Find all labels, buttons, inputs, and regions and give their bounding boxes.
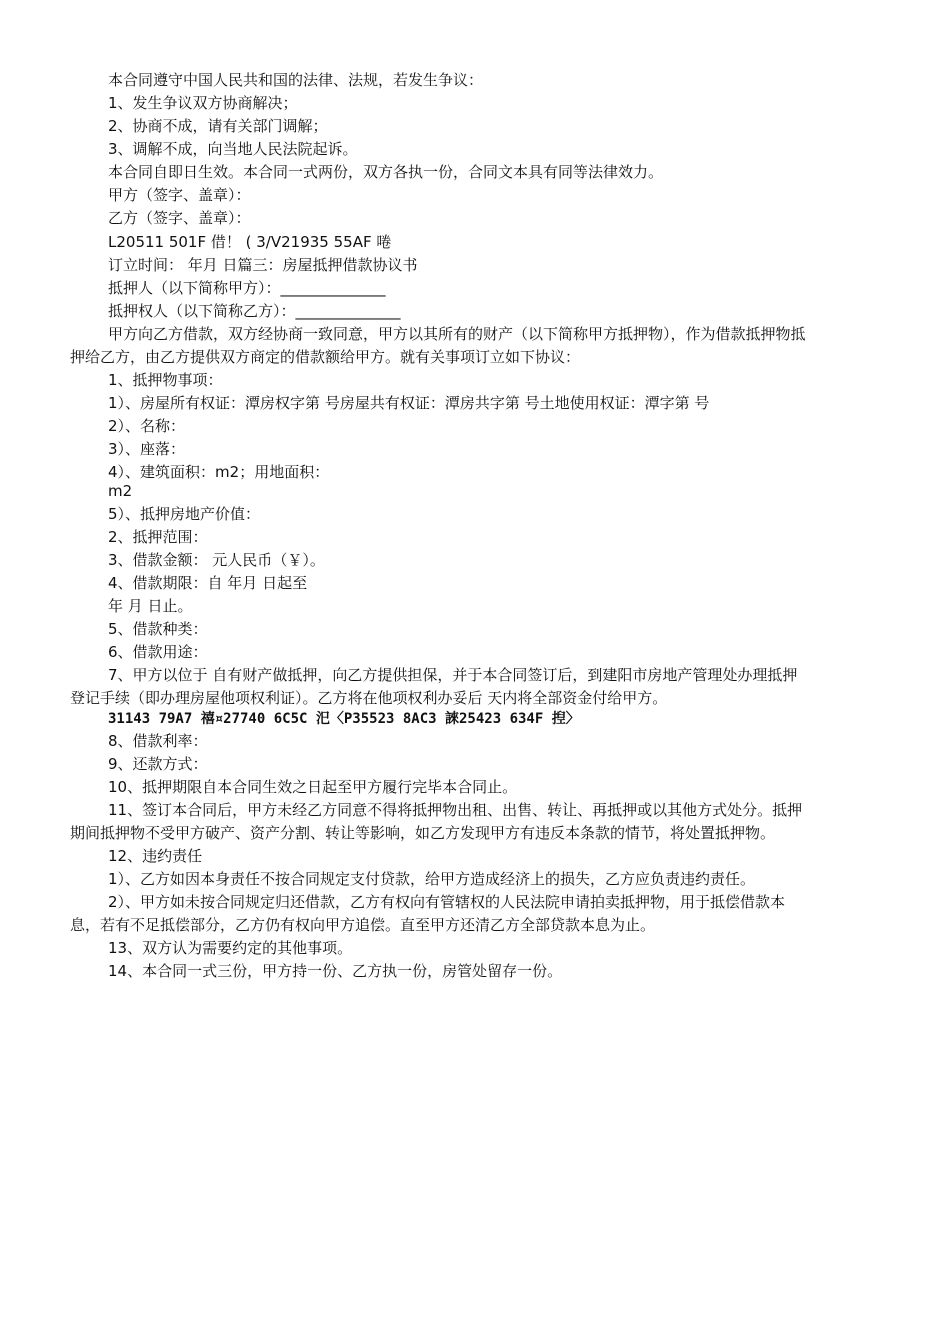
text-line: 本合同自即日生效。本合同一式两份，双方各执一份，合同文本具有同等法律效力。 <box>108 163 664 181</box>
text-line: 息，若有不足抵偿部分，乙方仍有权向甲方追偿。直至甲方还清乙方全部贷款本息为止。 <box>70 916 656 934</box>
text-line: 抵押权人（以下简称乙方）：______________ <box>108 302 401 320</box>
text-line: 12、违约责任 <box>108 847 203 865</box>
text-line: 2、协商不成，请有关部门调解； <box>108 117 328 135</box>
text-line: 2、抵押范围： <box>108 528 208 546</box>
text-line: 3、借款金额： 元人民币（￥）。 <box>108 551 325 569</box>
text-line: 9、还款方式： <box>108 755 208 773</box>
text-line: 登记手续（即办理房屋他项权利证）。乙方将在他项权利办妥后 天内将全部资金付给甲方。 <box>70 689 668 707</box>
text-line: 期间抵押物不受甲方破产、资产分割、转让等影响，如乙方发现甲方有违反本条款的情节，将处置抵押物。 <box>70 824 776 842</box>
text-line: 1）、房屋所有权证：潭房权字第 号房屋共有权证：潭房共字第 号土地使用权证：潭字第 号 <box>108 394 710 412</box>
text-line: 2）、名称： <box>108 417 186 435</box>
text-line: 1、抵押物事项： <box>108 371 223 389</box>
text-line: 乙方（签字、盖章）： <box>108 209 251 227</box>
text-line: 甲方（签字、盖章）： <box>108 186 251 204</box>
text-line: 31143 79A7 禧¤27740 6C5C 汜〈P35523 8AC3 誺25423 634F 揑〉 <box>108 711 580 727</box>
text-line: 本合同遵守中国人民共和国的法律、法规，若发生争议： <box>108 71 484 89</box>
text-line: 8、借款利率： <box>108 732 208 750</box>
text-line: 4）、建筑面积：m2；用地面积： <box>108 463 330 481</box>
text-line: 甲方向乙方借款，双方经协商一致同意，甲方以其所有的财产（以下简称甲方抵押物），作为借款抵押物抵 <box>108 325 806 343</box>
text-line: L20511 501F 借！ ( 3/V21935 55AF 啳 <box>108 233 392 251</box>
text-line: 押给乙方，由乙方提供双方商定的借款额给甲方。就有关事项订立如下协议： <box>70 348 581 366</box>
text-line: 5）、抵押房地产价值： <box>108 505 261 523</box>
text-line: 10、抵押期限自本合同生效之日起至甲方履行完毕本合同止。 <box>108 778 518 796</box>
text-line: 1）、乙方如因本身责任不按合同规定支付贷款，给甲方造成经济上的损失，乙方应负责违约责任。 <box>108 870 756 888</box>
text-line: 3、调解不成，向当地人民法院起诉。 <box>108 140 358 158</box>
text-line: 4、借款期限：自 年月 日起至 <box>108 574 308 592</box>
text-line: 13、双方认为需要约定的其他事项。 <box>108 939 353 957</box>
text-line: 14、本合同一式三份，甲方持一份、乙方执一份，房管处留存一份。 <box>108 962 563 980</box>
text-line: 6、借款用途： <box>108 643 208 661</box>
text-line: 订立时间： 年月 日篇三：房屋抵押借款协议书 <box>108 256 418 274</box>
text-line: 11、签订本合同后，甲方未经乙方同意不得将抵押物出租、出售、转让、再抵押或以其他方式处分。抵押 <box>108 801 803 819</box>
text-line: 抵押人（以下简称甲方）：______________ <box>108 279 386 297</box>
text-line: 年 月 日止。 <box>108 597 193 615</box>
text-line: 5、借款种类： <box>108 620 208 638</box>
text-line: 1、发生争议双方协商解决； <box>108 94 298 112</box>
text-line: 2）、甲方如未按合同规定归还借款，乙方有权向有管辖权的人民法院申请拍卖抵押物，用于抵偿借款本 <box>108 893 786 911</box>
text-line: 3）、座落： <box>108 440 186 458</box>
text-line: m2 <box>108 482 133 500</box>
text-line: 7、甲方以位于 自有财产做抵押，向乙方提供担保，并于本合同签订后，到建阳市房地产管理处办理抵押 <box>108 666 798 684</box>
